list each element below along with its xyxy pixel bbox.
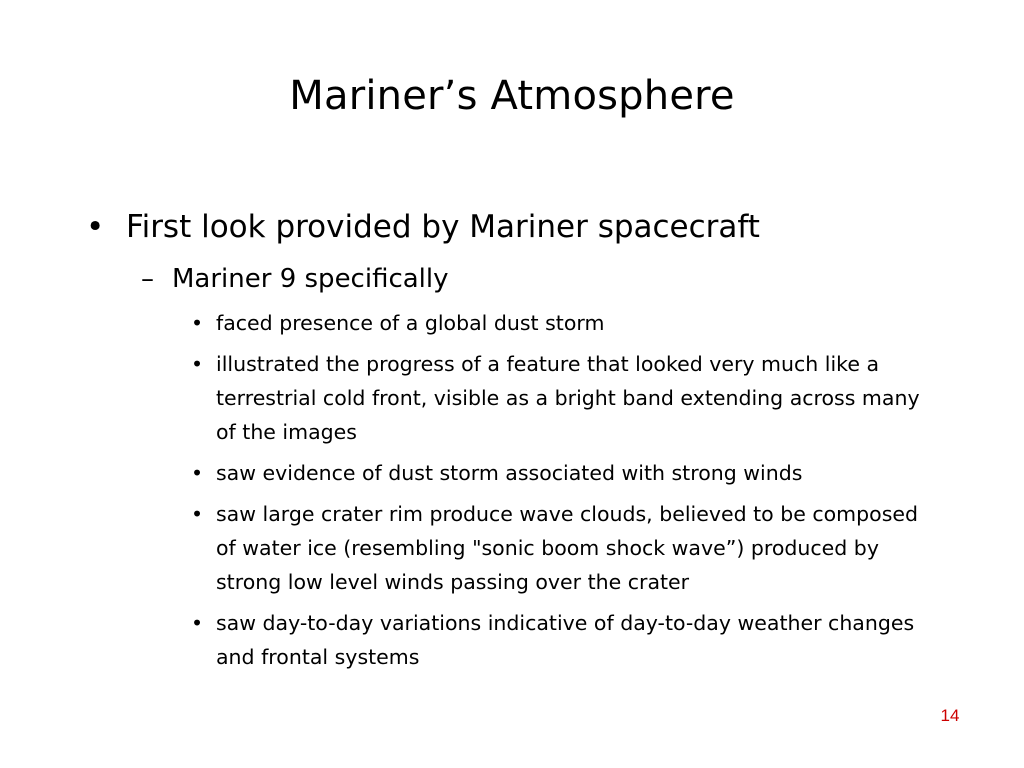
detail-text: saw large crater rim produce wave clouds, believed to be composed of water ice (resembling "sonic boom shock wave”) produced by strong low level winds passing over the crater <box>216 502 918 594</box>
bullet-marker: • <box>86 209 105 245</box>
detail-list <box>190 306 940 681</box>
detail-item <box>190 497 940 599</box>
detail-item <box>190 456 940 490</box>
detail-text: illustrated the progress of a feature that looked very much like a terrestrial cold front, visible as a bright band extending across many of the images <box>216 352 920 444</box>
bullet-marker: • <box>191 461 204 485</box>
dash-marker: – <box>141 264 154 294</box>
detail-text: faced presence of a global dust storm <box>216 311 605 335</box>
bullet-marker: • <box>191 502 204 526</box>
detail-text: saw day-to-day variations indicative of day-to-day weather changes and frontal systems <box>216 611 915 669</box>
detail-item <box>190 606 940 674</box>
sub-point: Mariner 9 specifically <box>172 264 449 294</box>
slide-title: Mariner’s Atmosphere <box>289 73 735 119</box>
detail-item <box>190 306 940 340</box>
bullet-marker: • <box>191 611 204 635</box>
bullet-marker: • <box>191 352 204 376</box>
detail-item <box>190 347 940 449</box>
slide-number: 14 <box>940 706 960 725</box>
main-point: First look provided by Mariner spacecraft <box>126 209 760 245</box>
detail-text: saw evidence of dust storm associated with strong winds <box>216 461 803 485</box>
bullet-marker: • <box>191 311 204 335</box>
